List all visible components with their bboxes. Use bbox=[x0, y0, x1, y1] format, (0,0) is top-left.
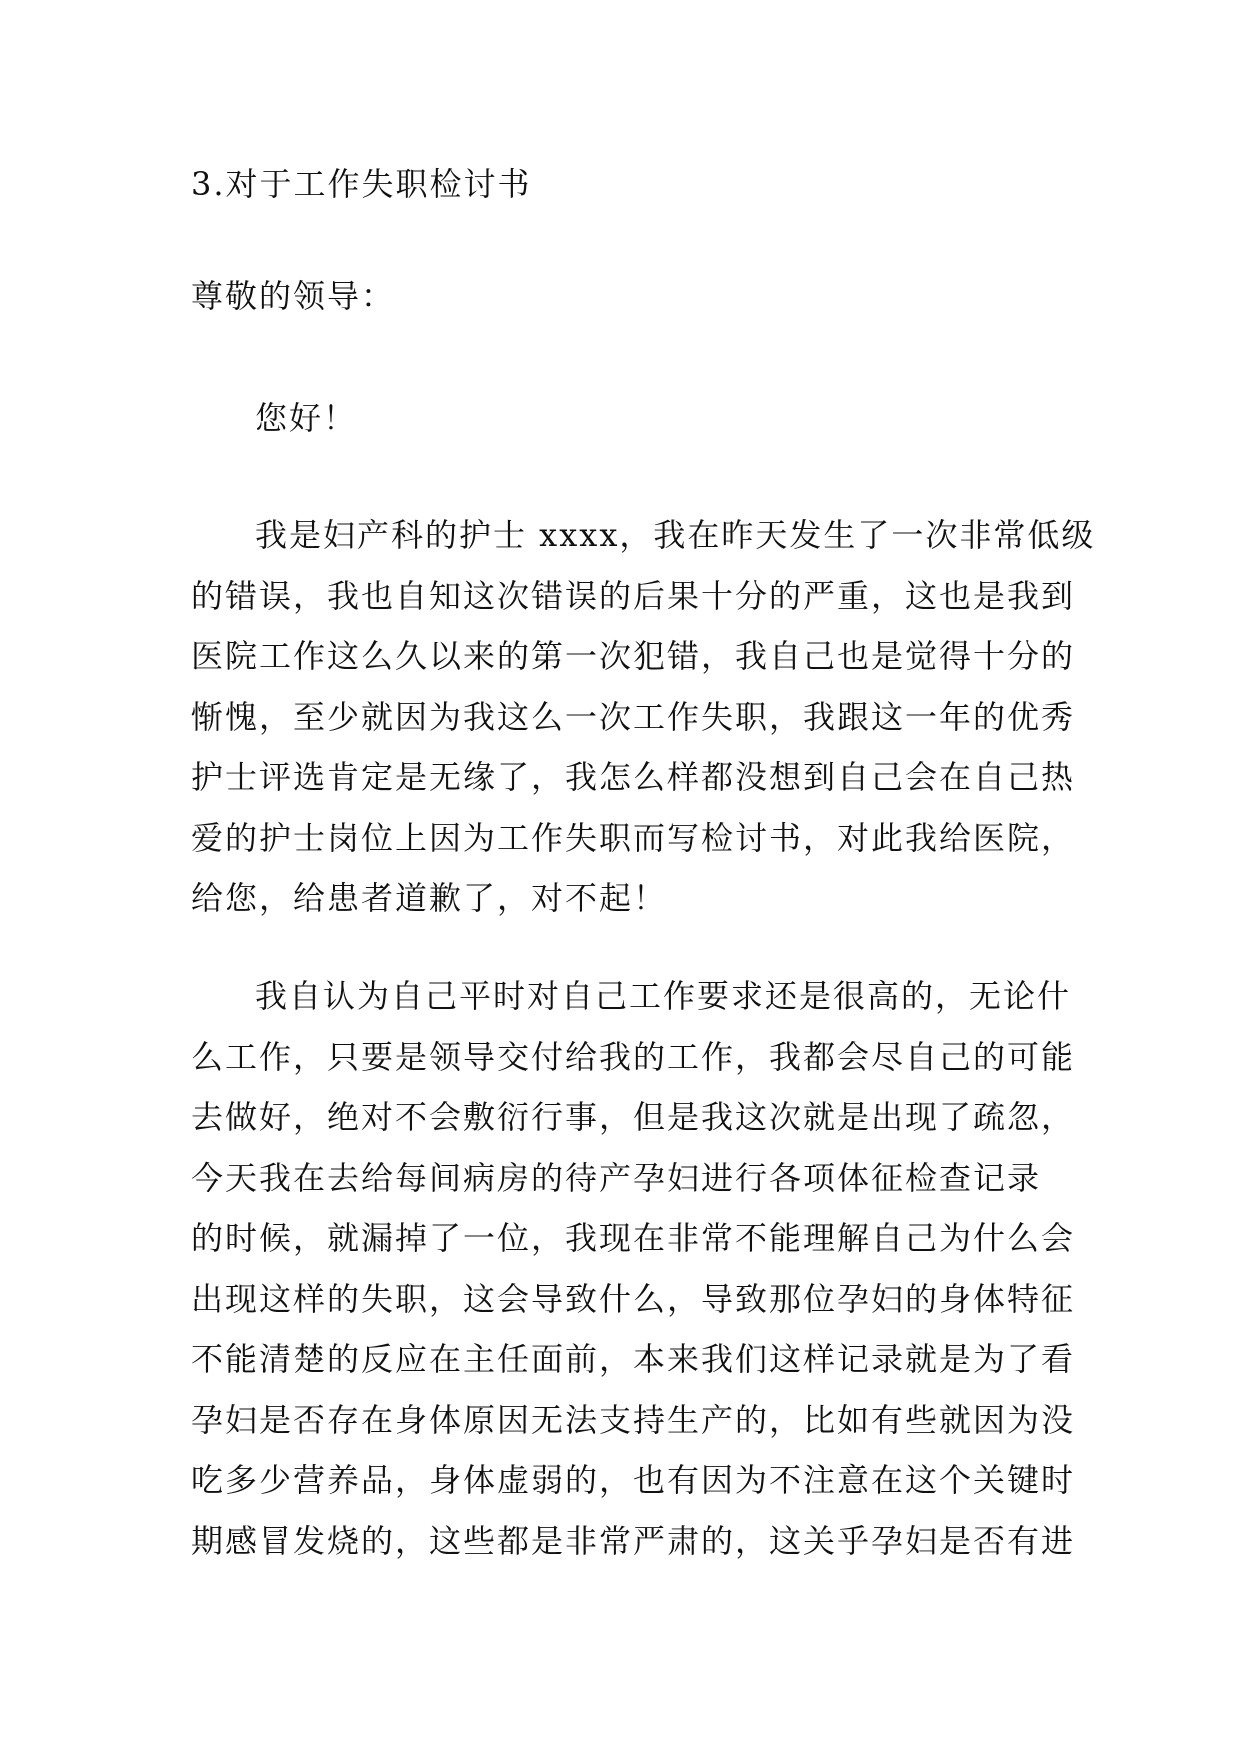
paragraph-line: 的时候，就漏掉了一位，我现在非常不能理解自己为什么会 bbox=[191, 1219, 1076, 1257]
paragraph-line: 爱的护士岗位上因为工作失职而写检讨书，对此我给医院， bbox=[191, 818, 1076, 857]
paragraph-line: 给您，给患者道歉了，对不起！ bbox=[191, 879, 668, 917]
paragraph-line: 出现这样的失职，这会导致什么，导致那位孕妇的身体特征 bbox=[191, 1279, 1076, 1318]
paragraph-line: 护士评选肯定是无缘了，我怎么样都没想到自己会在自己热 bbox=[191, 758, 1076, 796]
paragraph-line: 我是妇产科的护士 xxxx，我在昨天发生了一次非常低级 bbox=[255, 516, 1096, 554]
paragraph-1 bbox=[191, 505, 1096, 929]
paragraph-line: 惭愧，至少就因为我这么一次工作失职，我跟这一年的优秀 bbox=[191, 697, 1076, 736]
paragraph-line: 医院工作这么久以来的第一次犯错，我自己也是觉得十分的 bbox=[191, 637, 1076, 675]
document-title: 3.对于工作失职检讨书 bbox=[191, 165, 532, 203]
paragraph-line: 我自认为自己平时对自己工作要求还是很高的，无论什 bbox=[255, 977, 1072, 1015]
salutation: 尊敬的领导： bbox=[191, 277, 396, 315]
greeting: 您好！ bbox=[255, 399, 358, 437]
paragraph-line: 今天我在去给每间病房的待产孕妇进行各项体征检查记录 bbox=[191, 1158, 1042, 1197]
paragraph-line: 吃多少营养品，身体虚弱的，也有因为不注意在这个关键时 bbox=[191, 1461, 1076, 1499]
paragraph-line: 么工作，只要是领导交付给我的工作，我都会尽自己的可能 bbox=[191, 1037, 1076, 1076]
paragraph-line: 孕妇是否存在身体原因无法支持生产的，比如有些就因为没 bbox=[191, 1400, 1076, 1439]
paragraph-line: 去做好，绝对不会敷衍行事，但是我这次就是出现了疏忽， bbox=[191, 1098, 1076, 1136]
paragraph-line: 的错误，我也自知这次错误的后果十分的严重，这也是我到 bbox=[191, 576, 1076, 615]
paragraph-line: 不能清楚的反应在主任面前，本来我们这样记录就是为了看 bbox=[191, 1340, 1076, 1378]
paragraph-line: 期感冒发烧的，这些都是非常严肃的，这关乎孕妇是否有进 bbox=[191, 1521, 1076, 1560]
paragraph-2 bbox=[191, 966, 1076, 1571]
